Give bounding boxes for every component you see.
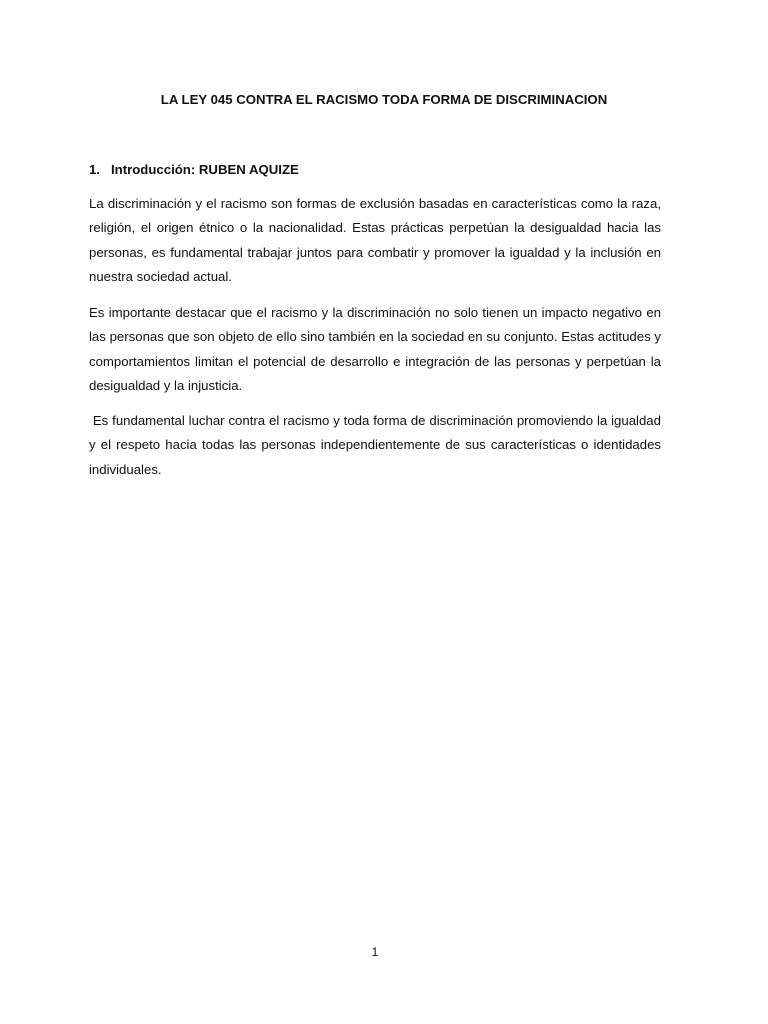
paragraph-1: La discriminación y el racismo son formas de exclusión basadas en características como la raza, religión, el origen étnico o la nacionalidad. Estas prácticas perpetúan la desigualdad hacia las personas, es fundamental trabajar juntos para combatir y promover la igualdad y la inclusión en nuestra sociedad actual. <box>89 196 661 284</box>
document-title: LA LEY 045 CONTRA EL RACISMO TODA FORMA DE DISCRIMINACION <box>160 92 608 107</box>
paragraph-3: Es fundamental luchar contra el racismo y toda forma de discriminación promoviendo la igualdad y el respeto hacia todas las personas independientemente de sus características o identidades individuales. <box>89 413 665 477</box>
page-number: 1 <box>371 945 379 959</box>
paragraph-2: Es importante destacar que el racismo y la discriminación no solo tienen un impacto negativo en las personas que son objeto de ello sino también en la sociedad en su conjunto. Estas actitudes y comportamientos limitan el potencial de desarrollo e integración de las personas y perpetúan la desigualdad y la injusticia. <box>89 305 661 393</box>
section-number: 1. <box>89 162 100 177</box>
section-heading <box>89 161 299 179</box>
section-heading-text: Introducción: RUBEN AQUIZE <box>111 162 299 177</box>
